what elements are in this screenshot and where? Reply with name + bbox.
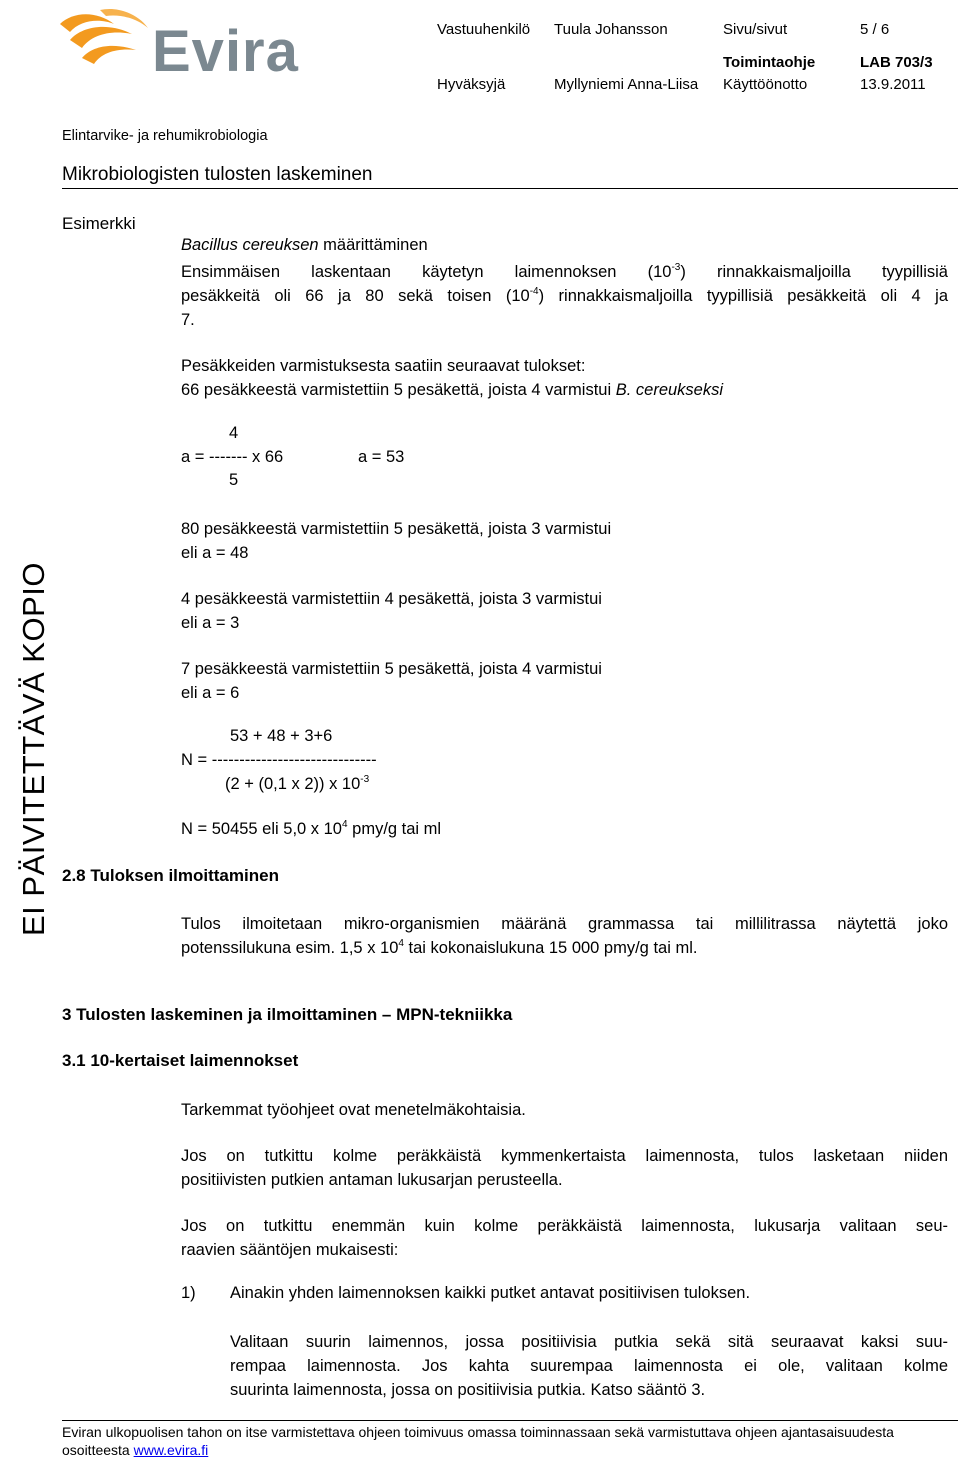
watermark-text: EI PÄIVITETTÄVÄ KOPIO bbox=[16, 562, 51, 936]
results-intro: Pesäkkeiden varmistuksesta saatiin seuraavat tulokset: bbox=[181, 357, 586, 375]
example-line-1: Ensimmäisen laskentaan käytetyn laimennoksen $(10^{-3})$ rinnakkaismaljoilla tyypillisiä bbox=[181, 262, 948, 281]
approved-name: Myllyniemi Anna-Liisa bbox=[554, 76, 699, 93]
doc-code: LAB 703/3 bbox=[860, 54, 933, 71]
section-3-1-p2-line-1: Jos on tutkittu kolme peräkkäistä kymmenkertaista laimennosta, tulos lasketaan niiden bbox=[181, 1147, 948, 1165]
section-2-8-heading: 2.8 Tuloksen ilmoittaminen bbox=[62, 866, 279, 885]
n-denominator: (2 + (0,1 x 2)) x $10^{-3}$ bbox=[225, 774, 370, 793]
fraction-result: a = 53 bbox=[358, 448, 405, 466]
n-fraction-line: N = ------------------------------ bbox=[181, 751, 377, 769]
result-1: 66 pesäkkeestä varmistettiin 5 pesäkettä, joista 4 varmistui B. cereukseksi bbox=[181, 381, 724, 399]
result-2: 80 pesäkkeestä varmistettiin 5 pesäkettä, joista 3 varmistui bbox=[181, 520, 612, 538]
list-item-1-sub-line-3: suurinta laimennosta, jossa on positiivisia putkia. Katso sääntö 3. bbox=[230, 1381, 706, 1399]
section-2-8-line-1: Tulos ilmoitetaan mikro-organismien määränä grammassa tai millilitrassa näytettä joko bbox=[181, 915, 948, 933]
example-label: Esimerkki bbox=[62, 214, 136, 233]
section-3-1-heading: 3.1 10-kertaiset laimennokset bbox=[62, 1051, 299, 1070]
list-item-1-text: Ainakin yhden laimennoksen kaikki putket antavat positiivisen tuloksen. bbox=[230, 1284, 751, 1302]
section-2-8-line-2: potenssilukuna esim. 1,5 x $10^4$ tai kokonaislukuna 15 000 pmy/g tai ml. bbox=[181, 938, 698, 957]
fraction-numerator: 4 bbox=[229, 424, 239, 442]
result-3-eq: eli a = 3 bbox=[181, 614, 240, 632]
unit-name: Elintarvike- ja rehumikrobiologia bbox=[62, 128, 268, 144]
responsible-label: Vastuuhenkilö bbox=[437, 21, 531, 38]
result-2-eq: eli a = 48 bbox=[181, 544, 249, 562]
fraction-denominator: 5 bbox=[229, 471, 239, 489]
n-numerator: 53 + 48 + 3+6 bbox=[230, 727, 333, 745]
section-3-1-p3-line-1: Jos on tutkittu enemmän kuin kolme peräkkäistä laimennosta, lukusarja valitaan seu- bbox=[181, 1217, 948, 1235]
list-item-1-sub-line-1: Valitaan suurin laimennos, jossa positiivisia putkia sekä sitä seuraavat kaksi suu- bbox=[230, 1333, 948, 1351]
deploy-label: Käyttöönotto bbox=[723, 76, 808, 93]
section-3-1-p1: Tarkemmat työohjeet ovat menetelmäkohtaisia. bbox=[181, 1101, 526, 1119]
approved-label: Hyväksyjä bbox=[437, 76, 506, 93]
evira-website-link[interactable]: www.evira.fi bbox=[133, 1442, 209, 1458]
example-heading-italic: Bacillus cereuksen bbox=[181, 236, 319, 254]
example-heading-rest: määrittäminen bbox=[318, 236, 428, 254]
n-result: N = 50455 eli 5,0 x $10^4$ pmy/g tai ml bbox=[181, 819, 442, 838]
header-divider bbox=[62, 188, 958, 189]
list-item-1-sub-line-2: rempaa laimennosta. Jos kahta suurempaa laimennosta ei ole, valitaan kolme bbox=[230, 1357, 948, 1375]
footer-divider bbox=[62, 1420, 958, 1421]
result-3: 4 pesäkkeestä varmistettiin 4 pesäkettä, joista 3 varmistui bbox=[181, 590, 602, 608]
example-heading bbox=[181, 236, 428, 255]
logo-swoosh-icon bbox=[52, 6, 162, 84]
responsible-name: Tuula Johansson bbox=[554, 21, 668, 38]
section-3-1-p3-line-2: raavien sääntöjen mukaisesti: bbox=[181, 1241, 399, 1259]
page-number: 5 / 6 bbox=[860, 21, 890, 38]
section-3-heading: 3 Tulosten laskeminen ja ilmoittaminen – MPN-tekniikka bbox=[62, 1005, 513, 1024]
result-4: 7 pesäkkeestä varmistettiin 5 pesäkettä, joista 4 varmistui bbox=[181, 660, 602, 678]
list-item-1-number: 1) bbox=[181, 1284, 196, 1302]
footer-line-2: osoitteesta www.evira.fi bbox=[62, 1442, 209, 1458]
deploy-date: 13.9.2011 bbox=[860, 76, 926, 93]
evira-logo bbox=[52, 6, 302, 84]
result-4-eq: eli a = 6 bbox=[181, 684, 240, 702]
footer-line-1: Eviran ulkopuolisen tahon on itse varmistettava ohjeen toimivuus omassa toiminnassaan sekä varmistuttava ohjeen ajantasaisuudesta bbox=[62, 1424, 894, 1440]
example-line-3: 7. bbox=[181, 311, 195, 329]
doc-type: Toimintaohje bbox=[723, 54, 816, 71]
page-title: Mikrobiologisten tulosten laskeminen bbox=[62, 164, 373, 185]
section-3-1-p2-line-2: positiivisten putkien antaman lukusarjan perusteella. bbox=[181, 1171, 563, 1189]
logo-text: Evira bbox=[152, 19, 299, 84]
example-line-2: pesäkkeitä oli 66 ja 80 sekä toisen $(10^{-4})$ rinnakkaismaljoilla tyypillisiä pesäkkeitä oli 4 ja bbox=[181, 286, 949, 305]
page-label: Sivu/sivut bbox=[723, 21, 788, 38]
fraction-line: a = ------- x 66 bbox=[181, 448, 284, 466]
